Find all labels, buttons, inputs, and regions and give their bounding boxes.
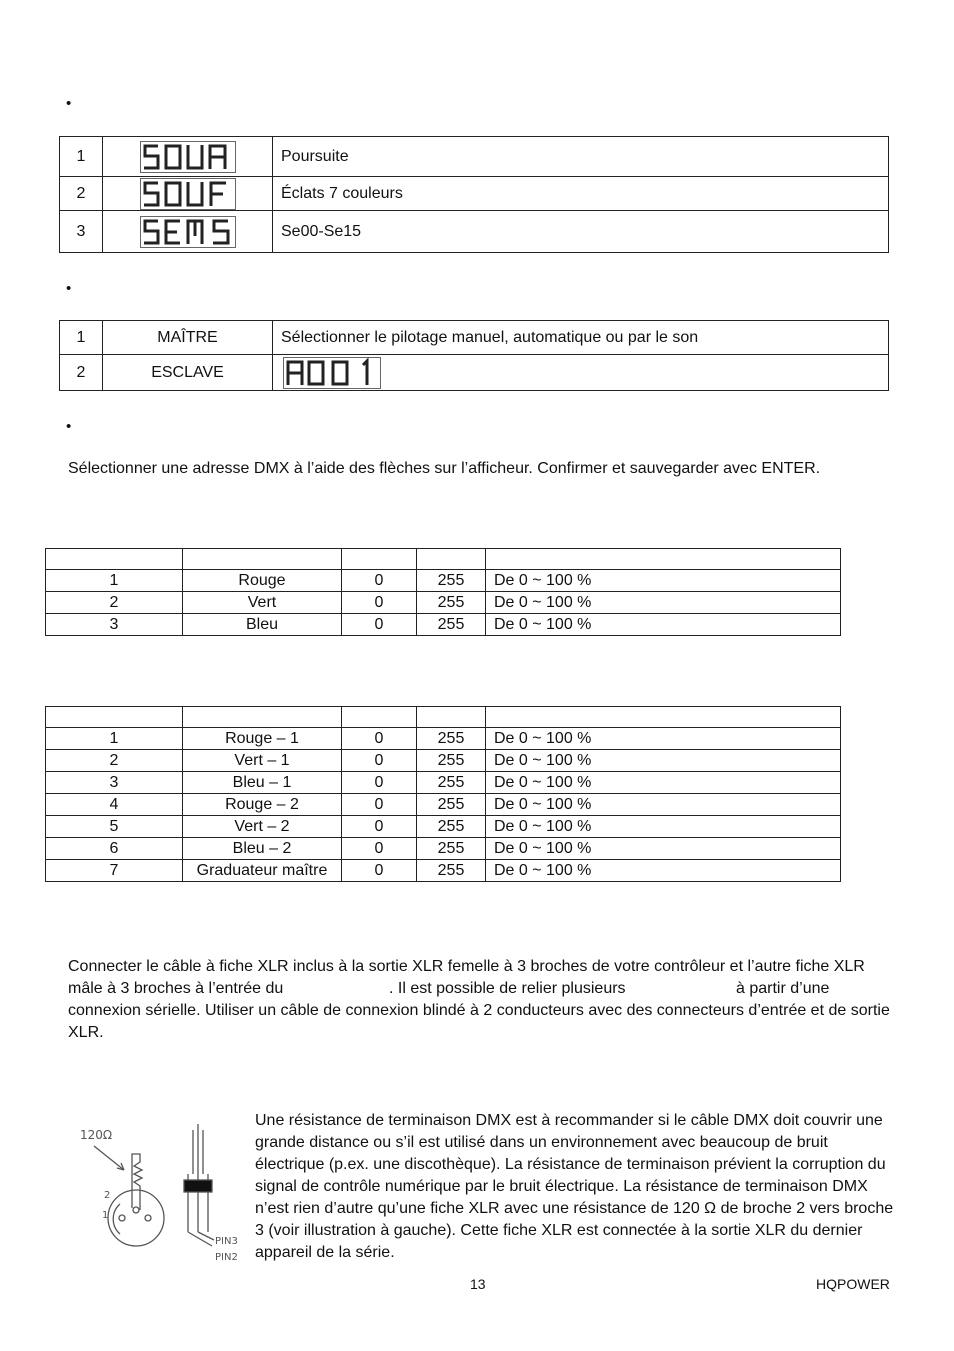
table-row	[46, 592, 841, 614]
connection-line-1: Connecter le câble à fiche XLR inclus à la sortie XLR femelle à 3 broches de votre contrôleur et l’autre fiche XLR	[68, 958, 865, 975]
channel-max: 255	[417, 750, 486, 772]
channel-number: 4	[46, 794, 183, 816]
channel-number: 7	[46, 860, 183, 882]
termination-line: n’est rien d’autre qu’une fiche XLR avec une résistance de 120 Ω de broche 2 vers broche	[255, 1200, 894, 1217]
table-row	[60, 355, 889, 391]
mode-desc: Poursuite	[273, 137, 889, 177]
channel-min: 0	[342, 860, 417, 882]
channel-range: De 0 ~ 100 %	[486, 816, 841, 838]
channel-function: Rouge – 1	[183, 728, 342, 750]
bullet-2: •	[66, 280, 72, 297]
channel-range: De 0 ~ 100 %	[486, 772, 841, 794]
termination-line: appareil de la série.	[255, 1244, 395, 1261]
channel-number: 5	[46, 816, 183, 838]
mode-num: 1	[60, 321, 103, 355]
bullet-1: •	[66, 95, 72, 112]
slave-label: ESCLAVE	[103, 355, 273, 391]
channel-table-7ch	[45, 706, 841, 882]
termination-line: électrique (p.ex. une discothèque). La résistance de terminaison prévient la corruption du	[255, 1156, 886, 1173]
channel-function: Rouge – 2	[183, 794, 342, 816]
mode-num: 3	[60, 211, 103, 253]
channel-max: 255	[417, 570, 486, 592]
table-row	[46, 728, 841, 750]
channel-range: De 0 ~ 100 %	[486, 728, 841, 750]
mode-desc: Éclats 7 couleurs	[273, 177, 889, 211]
channel-max: 255	[417, 816, 486, 838]
pin-label-1: 1	[102, 1210, 109, 1221]
connection-line-4: XLR.	[68, 1024, 104, 1041]
termination-paragraph	[255, 1110, 893, 1264]
channel-number: 2	[46, 592, 183, 614]
channel-table-3ch	[45, 548, 841, 636]
termination-line: grande distance ou s’il est utilisé dans un environnement avec beaucoup de bruit	[255, 1134, 828, 1151]
channel-range: De 0 ~ 100 %	[486, 750, 841, 772]
table-row	[60, 137, 889, 177]
channel-range: De 0 ~ 100 %	[486, 794, 841, 816]
channel-min: 0	[342, 772, 417, 794]
connection-line-2a: mâle à 3 broches à l’entrée du	[68, 980, 284, 997]
channel-number: 1	[46, 570, 183, 592]
termination-line: signal de contrôle numérique par le bruit électrique. La résistance de terminaison DMX	[255, 1178, 868, 1195]
channel-max: 255	[417, 728, 486, 750]
resistor-label: 120Ω	[80, 1128, 113, 1142]
channel-function: Bleu	[183, 614, 342, 636]
mode-table	[59, 136, 889, 253]
channel-min: 0	[342, 570, 417, 592]
connection-line-2b: . Il est possible de relier plusieurs	[389, 980, 626, 997]
xlr-termination-diagram	[76, 1120, 248, 1260]
termination-line: 3 (voir illustration à gauche). Cette fiche XLR est connectée à la sortie XLR du dernier	[255, 1222, 863, 1239]
connection-line-2c: à partir d’une	[736, 980, 830, 997]
channel-function: Vert – 1	[183, 750, 342, 772]
channel-number: 1	[46, 728, 183, 750]
channel-number: 3	[46, 614, 183, 636]
table-row	[46, 570, 841, 592]
table-row	[46, 794, 841, 816]
channel-min: 0	[342, 592, 417, 614]
channel-min: 0	[342, 794, 417, 816]
bullet-3: •	[66, 418, 72, 435]
channel-max: 255	[417, 592, 486, 614]
table-row	[46, 816, 841, 838]
table-row	[60, 177, 889, 211]
mode-desc: Se00-Se15	[273, 211, 889, 253]
table-header-row	[46, 707, 841, 728]
channel-range: De 0 ~ 100 %	[486, 592, 841, 614]
channel-max: 255	[417, 772, 486, 794]
table-header-row	[46, 549, 841, 570]
channel-min: 0	[342, 750, 417, 772]
channel-function: Bleu – 1	[183, 772, 342, 794]
table-row	[46, 860, 841, 882]
channel-range: De 0 ~ 100 %	[486, 860, 841, 882]
mode-num: 2	[60, 355, 103, 391]
table-row	[46, 838, 841, 860]
table-row	[60, 321, 889, 355]
led-display-sens	[103, 211, 273, 253]
led-display-souf	[103, 177, 273, 211]
channel-function: Vert	[183, 592, 342, 614]
table-row	[46, 614, 841, 636]
channel-range: De 0 ~ 100 %	[486, 570, 841, 592]
channel-number: 2	[46, 750, 183, 772]
connection-line-3: connexion sérielle. Utiliser un câble de connexion blindé à 2 conducteurs avec des connecteurs d’entrée et de sortie	[68, 1002, 890, 1019]
channel-number: 3	[46, 772, 183, 794]
channel-function: Rouge	[183, 570, 342, 592]
master-desc: Sélectionner le pilotage manuel, automatique ou par le son	[273, 321, 889, 355]
table-row	[60, 211, 889, 253]
pin-label-2: 2	[104, 1190, 111, 1201]
channel-min: 0	[342, 614, 417, 636]
termination-line: Une résistance de terminaison DMX est à recommander si le câble DMX doit couvrir une	[255, 1112, 883, 1129]
channel-range: De 0 ~ 100 %	[486, 838, 841, 860]
channel-max: 255	[417, 860, 486, 882]
channel-max: 255	[417, 794, 486, 816]
page-number: 13	[470, 1276, 486, 1292]
mode-num: 1	[60, 137, 103, 177]
footer-brand: HQPOWER	[816, 1276, 890, 1292]
table-row	[46, 772, 841, 794]
channel-max: 255	[417, 838, 486, 860]
channel-function: Graduateur maître	[183, 860, 342, 882]
table-row	[46, 750, 841, 772]
pin3-label: PIN3	[215, 1236, 238, 1247]
channel-min: 0	[342, 728, 417, 750]
mode-num: 2	[60, 177, 103, 211]
master-slave-table	[59, 320, 889, 391]
channel-function: Vert – 2	[183, 816, 342, 838]
channel-min: 0	[342, 816, 417, 838]
dmx-instruction: Sélectionner une adresse DMX à l’aide des flèches sur l’afficheur. Confirmer et sauvegarder avec ENTER.	[68, 460, 821, 477]
channel-number: 6	[46, 838, 183, 860]
pin2-label: PIN2	[215, 1252, 238, 1260]
channel-range: De 0 ~ 100 %	[486, 614, 841, 636]
channel-function: Bleu – 2	[183, 838, 342, 860]
channel-min: 0	[342, 838, 417, 860]
master-label: MAÎTRE	[103, 321, 273, 355]
led-display-a001	[273, 355, 889, 391]
channel-max: 255	[417, 614, 486, 636]
led-display-soua	[103, 137, 273, 177]
